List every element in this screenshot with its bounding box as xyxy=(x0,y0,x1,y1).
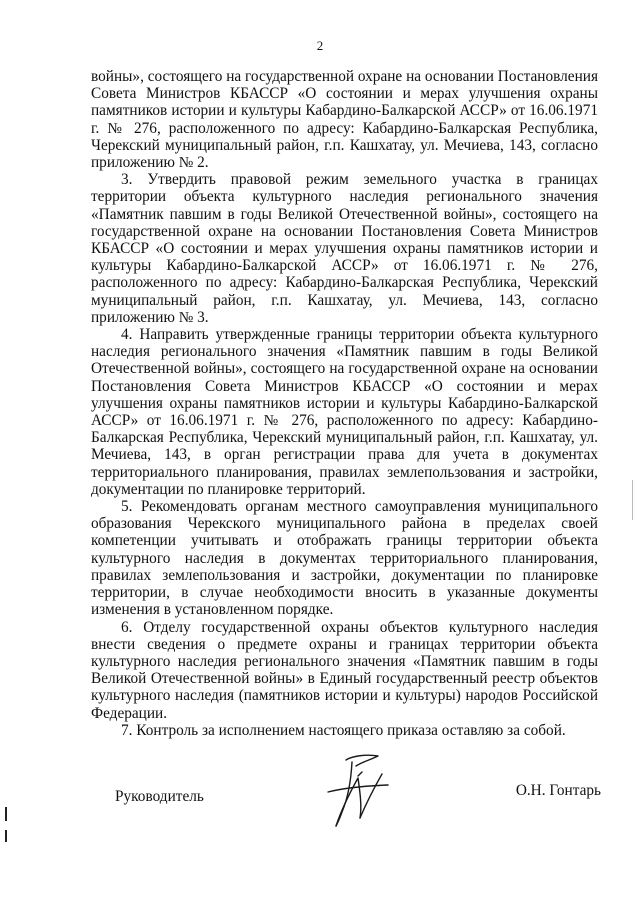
paragraph-continuation: войны», состоящего на государственной охране на основании Постановления Совета Министров КБАССР «О состоянии и мерах улучшения охраны памятников истории и культуры Кабардино-Балкарской АССР» от 16.06.1971 г. № 276, расположенного по адресу: Кабардино-Балкарская Республика, Черекский муниципальный район, г.п. Кашхатау, ул. Мечиева, 143, согласно приложению № 2. xyxy=(91,68,598,172)
page-number: 2 xyxy=(316,38,324,53)
position-title: Руководитель xyxy=(115,788,204,805)
paragraph-item-5: 5. Рекомендовать органам местного самоуправления муниципального образования Черекского муниципального района в пределах своей компетенции учитывать и отображать границы территории объекта культурного наследия в документах территориального планирования, правилах землепользования и застройки, документации по планировке территории, в случае необходимости вносить в указанные документы изменения в установленном порядке. xyxy=(91,498,598,619)
signature-row xyxy=(91,782,601,808)
scan-edge-mark xyxy=(5,807,7,821)
signer-name: О.Н. Гонтарь xyxy=(515,782,601,799)
scan-edge-mark xyxy=(632,480,633,520)
paragraph-item-4: 4. Направить утвержденные границы территории объекта культурного наследия регионального значения «Памятник павшим в годы Великой Отечественной войны», состоящего на государственной охране на основании Постановления Совета Министров КБАССР «О состоянии и мерах улучшения охраны памятников истории и культуры Кабардино-Балкарской АССР» от 16.06.1971 г. № 276, расположенного по адресу: Кабардино-Балкарская Республика, Черекский муниципальный район, г.п. Кашхатау, ул. Мечиева, 143, в орган регистрации права для учета в документах территориального планирования, правилах землепользования и застройки, документации по планировке территорий. xyxy=(91,326,598,498)
scan-edge-mark xyxy=(5,830,7,842)
paragraph-item-7: 7. Контроль за исполнением настоящего приказа оставляю за собой. xyxy=(121,721,566,739)
paragraph-item-6: 6. Отделу государственной охраны объектов культурного наследия внести сведения о предмете охраны и границах территории объекта культурного наследия регионального значения «Памятник павшим в годы Великой Отечественной войны» в Единый государственный реестр объектов культурного наследия (памятников истории и культуры) народов Российской Федерации. xyxy=(91,618,598,722)
paragraph-item-3: 3. Утвердить правовой режим земельного участка в границах территории объекта культурного наследия регионального значения «Памятник павшим в годы Великой Отечественной войны», состоящего на государственной охране на основании Постановления Совета Министров КБАССР «О состоянии и мерах улучшения охраны памятников истории и культуры Кабардино-Балкарской АССР» от 16.06.1971 г. № 276, расположенного по адресу: Кабардино-Балкарская Республика, Черекский муниципальный район, г.п. Кашхатау, ул. Мечиева, 143, согласно приложению № 3. xyxy=(91,171,598,326)
document-body xyxy=(91,68,598,739)
